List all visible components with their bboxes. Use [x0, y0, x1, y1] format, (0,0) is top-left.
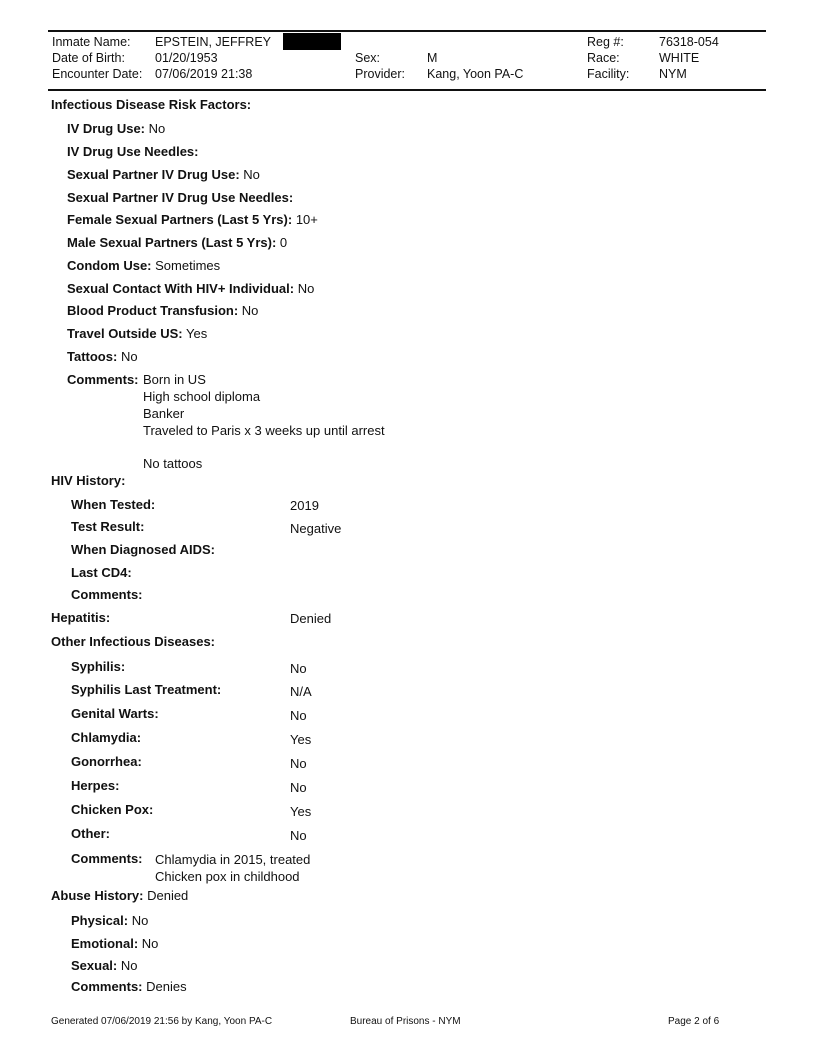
reg-value: 76318-054: [659, 35, 719, 49]
risk-comment-line: No tattoos: [143, 456, 203, 471]
risk-comment-line: High school diploma: [143, 389, 261, 404]
hiv-item-label: Test Result:: [71, 519, 145, 534]
provider-label: Provider:: [355, 67, 406, 81]
hiv-item-label: When Diagnosed AIDS:: [71, 542, 215, 557]
risk-item-label: Tattoos:: [67, 349, 118, 364]
risk-item: [67, 234, 287, 251]
risk-item-value: No: [148, 121, 166, 136]
other-item-value: No: [290, 780, 307, 795]
reg-label: Reg #:: [587, 35, 624, 49]
other-item-value: Yes: [290, 732, 312, 747]
inmate-name: EPSTEIN, JEFFREY: [155, 35, 271, 49]
other-section-title: Other Infectious Diseases:: [51, 634, 215, 649]
other-item-label: Chicken Pox:: [71, 802, 154, 817]
other-item-label: Syphilis Last Treatment:: [71, 682, 222, 697]
footer-generated: Generated 07/06/2019 21:56 by Kang, Yoon PA-C: [51, 1016, 273, 1027]
hepatitis-label: Hepatitis:: [51, 610, 111, 625]
risk-item-label: Female Sexual Partners (Last 5 Yrs):: [67, 212, 293, 227]
risk-section-title: Infectious Disease Risk Factors:: [51, 97, 252, 112]
other-item-label: Gonorrhea:: [71, 754, 142, 769]
risk-comment-line: Traveled to Paris x 3 weeks up until arrest: [143, 423, 385, 438]
other-item-value: Yes: [290, 804, 312, 819]
risk-item-value: No: [243, 167, 260, 182]
risk-item-label: Sexual Partner IV Drug Use Needles:: [67, 190, 294, 205]
abuse-item-label: Physical:: [71, 913, 129, 928]
risk-comments-label: Comments:: [67, 372, 139, 387]
risk-item-label: Sexual Partner IV Drug Use:: [67, 167, 240, 182]
hiv-item-value: Negative: [290, 521, 342, 536]
dob-label: Date of Birth:: [52, 51, 125, 65]
abuse-item-label: Sexual:: [71, 958, 118, 973]
hiv-item-label: Comments:: [71, 587, 143, 602]
abuse-item-value: No: [120, 958, 138, 973]
facility-value: NYM: [659, 67, 687, 81]
sex-value: M: [427, 51, 438, 65]
other-item-label: Syphilis:: [71, 659, 126, 674]
header-bottom-rule: [48, 89, 766, 91]
abuse-item-value: No: [141, 936, 159, 951]
other-item-value: No: [290, 708, 307, 723]
risk-item: [67, 348, 138, 365]
risk-item: [67, 120, 165, 137]
abuse-item-value: Denies: [146, 979, 187, 994]
risk-item: [67, 325, 207, 342]
other-item-value: No: [290, 828, 307, 843]
footer-bureau: Bureau of Prisons - NYM: [350, 1016, 461, 1027]
hiv-item-label: Last CD4:: [71, 565, 132, 580]
other-item-value: No: [290, 661, 307, 676]
header-top-rule: [48, 30, 766, 32]
risk-item-value: 0: [279, 235, 288, 250]
risk-item-value: No: [297, 281, 315, 296]
redaction-block: [283, 33, 341, 50]
abuse-item-label: Comments:: [71, 979, 143, 994]
other-item-value: N/A: [290, 684, 312, 699]
encounter-value: 07/06/2019 21:38: [155, 67, 253, 81]
abuse-item: [71, 935, 158, 952]
abuse-history: [51, 887, 188, 904]
other-comment-line: Chicken pox in childhood: [155, 869, 300, 884]
abuse-item-value: No: [131, 913, 149, 928]
other-item-label: Herpes:: [71, 778, 120, 793]
dob-value: 01/20/1953: [155, 51, 218, 65]
risk-comment-line: Born in US: [143, 372, 206, 387]
risk-item-label: Blood Product Transfusion:: [67, 303, 239, 318]
risk-item: [67, 143, 199, 160]
other-comments-label: Comments:: [71, 851, 143, 866]
hiv-item-value: 2019: [290, 498, 319, 513]
risk-item: [67, 166, 260, 183]
risk-item-value: Sometimes: [155, 258, 221, 273]
encounter-label: Encounter Date:: [52, 67, 143, 81]
other-item-label: Chlamydia:: [71, 730, 142, 745]
sex-label: Sex:: [355, 51, 381, 65]
facility-label: Facility:: [587, 67, 630, 81]
race-value: WHITE: [659, 51, 700, 65]
risk-item-value: Yes: [185, 326, 208, 341]
footer-page-number: Page 2 of 6: [668, 1016, 720, 1027]
risk-item-value: No: [241, 303, 259, 318]
race-label: Race:: [587, 51, 620, 65]
risk-item-label: IV Drug Use:: [67, 121, 146, 136]
abuse-item: [71, 957, 138, 974]
risk-item-label: Travel Outside US:: [67, 326, 183, 341]
other-item-label: Other:: [71, 826, 110, 841]
risk-item-value: No: [120, 349, 138, 364]
other-comment-line: Chlamydia in 2015, treated: [155, 852, 311, 867]
abuse-item: [71, 978, 187, 995]
risk-item-label: Condom Use:: [67, 258, 152, 273]
risk-item: [67, 211, 318, 228]
other-item-label: Genital Warts:: [71, 706, 159, 721]
risk-item-label: Sexual Contact With HIV+ Individual:: [67, 281, 295, 296]
abuse-item: [71, 912, 148, 929]
inmate-name-label: Inmate Name:: [52, 35, 131, 49]
hiv-item-label: When Tested:: [71, 497, 156, 512]
abuse-history-value: Denied: [147, 888, 189, 903]
provider-value: Kang, Yoon PA-C: [427, 67, 524, 81]
other-item-value: No: [290, 756, 307, 771]
risk-item: [67, 280, 314, 297]
risk-item: [67, 302, 258, 319]
risk-item-value: 10+: [295, 212, 318, 227]
risk-item-label: Male Sexual Partners (Last 5 Yrs):: [67, 235, 277, 250]
risk-item: [67, 257, 220, 274]
risk-item: [67, 189, 293, 206]
abuse-history-label: Abuse History:: [51, 888, 144, 903]
risk-comment-line: Banker: [143, 406, 185, 421]
abuse-item-label: Emotional:: [71, 936, 139, 951]
risk-item-label: IV Drug Use Needles:: [67, 144, 199, 159]
hiv-section-title: HIV History:: [51, 473, 126, 488]
hepatitis-value: Denied: [290, 611, 332, 626]
